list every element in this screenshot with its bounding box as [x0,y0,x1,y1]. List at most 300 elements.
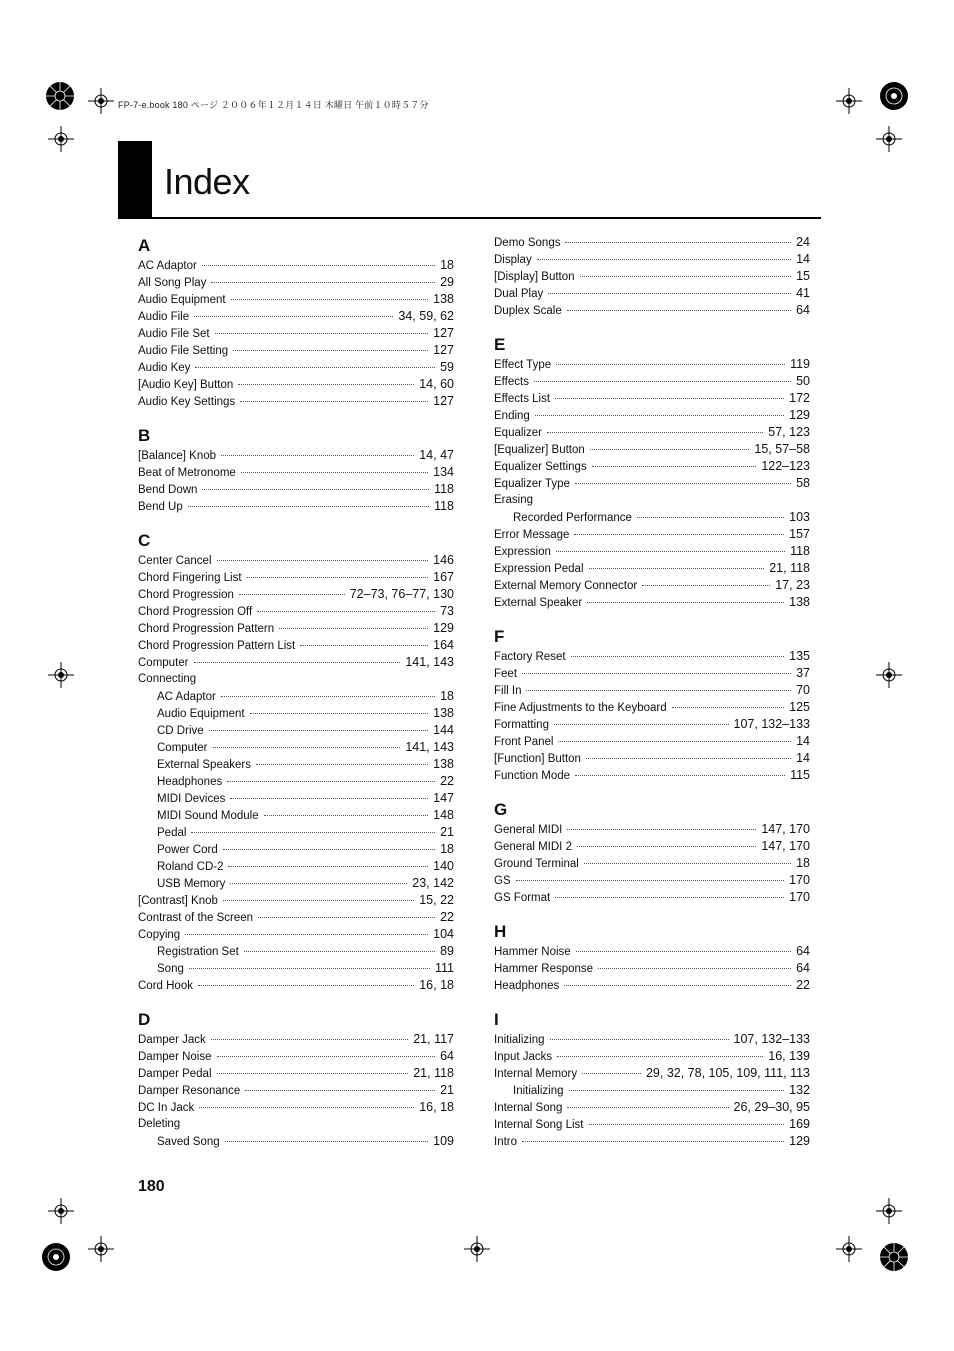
index-term: Internal Song List [494,1119,584,1131]
index-subentry [138,756,454,773]
dot-leader [258,917,435,918]
dot-leader [202,265,435,266]
title-block [118,141,152,218]
dot-leader [558,741,791,742]
index-term: All Song Play [138,277,207,289]
index-subentry [138,807,454,824]
page-title: Index [164,161,250,202]
index-subentry [138,858,454,875]
index-term: Bend Down [138,484,198,496]
index-term: Computer [157,742,208,754]
index-entry [494,699,810,716]
index-entry [138,926,454,943]
index-page-refs: 140 [433,859,454,873]
dot-leader [225,1141,428,1142]
index-term: Chord Fingering List [138,572,242,584]
index-term: [Audio Key] Button [138,379,234,391]
index-section [138,234,454,410]
page-number: 180 [138,1178,165,1195]
index-subentry [138,824,454,841]
index-page-refs: 41 [796,286,810,300]
index-term: Recorded Performance [513,512,632,524]
index-page-refs: 22 [440,774,454,788]
index-term: Center Cancel [138,555,212,567]
index-page-refs: 16, 139 [768,1049,810,1063]
index-term: External Speaker [494,597,583,609]
index-entry [494,302,810,319]
index-entry [138,1082,454,1099]
index-term: [Equalizer] Button [494,444,585,456]
index-page-refs: 21 [440,825,454,839]
index-page-refs: 118 [434,499,454,513]
title-rule [118,217,821,219]
index-term: Saved Song [157,1136,220,1148]
dot-leader [231,299,429,300]
index-term: Pedal [157,827,187,839]
index-entry [138,464,454,481]
index-entry [494,543,810,560]
index-entry [494,943,810,960]
index-entry [494,560,810,577]
index-term: Initializing [513,1085,564,1097]
index-entry [494,373,810,390]
index-term: Registration Set [157,946,239,958]
index-page-refs: 17, 23 [775,578,810,592]
dot-leader [548,293,791,294]
dot-leader [584,863,791,864]
index-term: General MIDI 2 [494,841,572,853]
index-term: Internal Song [494,1102,563,1114]
index-term: Deleting [138,1118,181,1130]
index-page-refs: 64 [796,303,810,317]
index-term: [Contrast] Knob [138,895,218,907]
dot-leader [230,883,407,884]
index-term: Internal Memory [494,1068,578,1080]
dot-leader [564,985,791,986]
index-page-refs: 129 [789,408,810,422]
index-entry [494,838,810,855]
index-page-refs: 26, 29–30, 95 [733,1100,810,1114]
dot-leader [598,968,791,969]
crosshair-mark-icon [876,1198,902,1224]
index-term: Hammer Noise [494,946,571,958]
index-entry [494,821,810,838]
index-term: Display [494,254,532,266]
dot-leader [211,282,435,283]
index-page-refs: 70 [796,683,810,697]
index-entry [138,376,454,393]
dot-leader [589,568,765,569]
dot-leader [576,951,791,952]
index-entry [138,671,454,688]
index-page-refs: 125 [789,700,810,714]
index-entry [494,234,810,251]
index-term: External Memory Connector [494,580,638,592]
index-subentry [138,875,454,892]
index-term: GS Format [494,892,551,904]
dot-leader [586,758,791,759]
index-page-refs: 64 [440,1049,454,1063]
index-section [494,1008,810,1150]
crosshair-mark-icon [464,1236,490,1262]
index-page-refs: 23, 142 [412,876,454,890]
index-entry [138,1031,454,1048]
index-term: Damper Jack [138,1034,206,1046]
dot-leader [215,333,429,334]
index-entry [494,716,810,733]
dot-leader [580,276,792,277]
dot-leader [230,798,428,799]
index-page-refs: 141, 143 [405,740,454,754]
index-term: Chord Progression Off [138,606,253,618]
index-page-refs: 147 [433,791,454,805]
index-entry [494,424,810,441]
index-subentry [138,705,454,722]
index-term: Equalizer Type [494,478,570,490]
index-entry [138,909,454,926]
index-term: Duplex Scale [494,305,562,317]
index-entry [138,447,454,464]
dot-leader [185,934,428,935]
index-page-refs: 107, 132–133 [733,1032,810,1046]
dot-leader [590,449,750,450]
index-page-refs: 146 [433,553,454,567]
dot-leader [245,1090,435,1091]
index-section [494,798,810,906]
index-entry [494,441,810,458]
dot-leader [522,1141,784,1142]
dot-leader [221,696,435,697]
dot-leader [244,951,435,952]
index-term: GS [494,875,511,887]
dot-leader [592,466,757,467]
index-entry [138,620,454,637]
index-page-refs: 129 [433,621,454,635]
dot-leader [557,1056,763,1057]
index-page-refs: 127 [433,394,454,408]
index-entry [138,552,454,569]
index-page-refs: 15 [796,269,810,283]
index-term: Initializing [494,1034,545,1046]
index-term: Formatting [494,719,549,731]
index-section [138,1008,454,1150]
index-term: Chord Progression Pattern [138,623,275,635]
index-entry [138,1048,454,1065]
index-section [138,424,454,515]
registration-mark-icon [874,76,914,116]
index-page-refs: 50 [796,374,810,388]
index-term: Dual Play [494,288,544,300]
index-page-refs: 172 [789,391,810,405]
index-page-refs: 169 [789,1117,810,1131]
index-page-refs: 64 [796,944,810,958]
index-entry [138,274,454,291]
index-term: Audio Equipment [157,708,245,720]
index-term: Fill In [494,685,522,697]
index-term: Headphones [494,980,560,992]
index-term: Chord Progression Pattern List [138,640,296,652]
index-page-refs: 59 [440,360,454,374]
dot-leader [250,713,429,714]
dot-leader [534,381,791,382]
dot-leader [199,1107,414,1108]
index-term: Input Jacks [494,1051,553,1063]
index-page-refs: 132 [789,1083,810,1097]
index-term: Audio Equipment [138,294,226,306]
index-entry [138,977,454,994]
section-letter: H [494,922,507,941]
index-entry [138,359,454,376]
index-subentry [138,739,454,756]
index-term: Chord Progression [138,589,234,601]
index-entry [494,1031,810,1048]
index-term: Equalizer [494,427,542,439]
crosshair-mark-icon [836,88,862,114]
index-term: Audio File Set [138,328,210,340]
index-entry [494,960,810,977]
index-page-refs: 16, 18 [419,978,454,992]
index-term: Copying [138,929,181,941]
registration-mark-icon [40,76,80,116]
index-page-refs: 138 [433,292,454,306]
index-entry [494,977,810,994]
index-entry [494,665,810,682]
dot-leader [537,259,791,260]
index-page-refs: 147, 170 [761,822,810,836]
index-page-refs: 148 [433,808,454,822]
dot-leader [582,1073,641,1074]
dot-leader [257,611,435,612]
index-term: [Function] Button [494,753,581,765]
dot-leader [194,316,393,317]
crosshair-mark-icon [48,1198,74,1224]
dot-leader [217,560,429,561]
index-page-refs: 138 [433,757,454,771]
index-page-refs: 109 [433,1134,454,1148]
index-page-refs: 164 [433,638,454,652]
dot-leader [571,656,785,657]
index-page-refs: 141, 143 [405,655,454,669]
index-page-refs: 72–73, 76–77, 130 [349,587,454,601]
index-entry [494,251,810,268]
section-letter: F [494,627,505,646]
index-term: Front Panel [494,736,554,748]
index-entry [494,1099,810,1116]
index-term: MIDI Devices [157,793,226,805]
index-entry [138,393,454,410]
dot-leader [526,690,791,691]
dot-leader [569,1090,785,1091]
dot-leader [194,662,401,663]
dot-leader [227,781,435,782]
index-page-refs: 37 [796,666,810,680]
index-term: Computer [138,657,189,669]
index-entry [138,257,454,274]
index-section [494,920,810,994]
index-page-refs: 118 [790,544,810,558]
index-term: Audio Key Settings [138,396,236,408]
dot-leader [233,350,428,351]
index-term: Power Cord [157,844,218,856]
index-entry [494,1048,810,1065]
index-term: Song [157,963,184,975]
index-term: Effect Type [494,359,552,371]
dot-leader [575,775,785,776]
index-page-refs: 14, 60 [419,377,454,391]
index-page-refs: 16, 18 [419,1100,454,1114]
dot-leader [279,628,428,629]
dot-leader [198,985,414,986]
index-term: MIDI Sound Module [157,810,259,822]
dot-leader [642,585,770,586]
dot-leader [554,724,729,725]
index-entry [494,458,810,475]
dot-leader [575,483,791,484]
index-page-refs: 118 [434,482,454,496]
index-page-refs: 14, 47 [419,448,454,462]
index-page-refs: 14 [796,751,810,765]
index-page-refs: 122–123 [761,459,810,473]
index-page-refs: 119 [790,357,810,371]
index-term: [Display] Button [494,271,575,283]
index-page-refs: 14 [796,252,810,266]
index-term: Effects [494,376,529,388]
index-page-refs: 21 [440,1083,454,1097]
index-term: Bend Up [138,501,183,513]
index-entry [494,1116,810,1133]
index-subentry [494,1082,810,1099]
dot-leader [555,897,784,898]
crosshair-mark-icon [836,1236,862,1262]
index-term: External Speakers [157,759,251,771]
index-term: Effects List [494,393,551,405]
index-entry [138,586,454,603]
index-page-refs: 34, 59, 62 [398,309,454,323]
index-term: Cord Hook [138,980,193,992]
dot-leader [189,968,430,969]
index-page-refs: 15, 22 [419,893,454,907]
dot-leader [556,364,785,365]
dot-leader [223,900,414,901]
index-term: Ground Terminal [494,858,579,870]
index-term: Intro [494,1136,518,1148]
index-subentry [138,943,454,960]
index-term: Beat of Metronome [138,467,236,479]
registration-mark-icon [874,1237,914,1277]
index-term: Equalizer Settings [494,461,587,473]
crosshair-mark-icon [876,126,902,152]
index-entry [138,654,454,671]
index-page-refs: 64 [796,961,810,975]
index-column-left [138,234,454,1164]
index-term: Audio Key [138,362,191,374]
dot-leader [672,707,785,708]
index-term: Hammer Response [494,963,594,975]
index-term: Erasing [494,494,533,506]
dot-leader [589,1124,785,1125]
index-entry [494,1133,810,1150]
index-term: DC In Jack [138,1102,195,1114]
index-term: Audio File Setting [138,345,229,357]
index-entry [138,1099,454,1116]
dot-leader [223,849,435,850]
dot-leader [217,1056,436,1057]
index-subentry [138,790,454,807]
dot-leader [522,673,791,674]
index-term: USB Memory [157,878,226,890]
index-section [138,529,454,994]
index-page-refs: 115 [790,768,810,782]
index-entry [138,892,454,909]
index-entry [494,594,810,611]
crosshair-mark-icon [48,126,74,152]
index-term: [Balance] Knob [138,450,217,462]
index-term: Roland CD-2 [157,861,224,873]
dot-leader [188,506,429,507]
dot-leader [213,747,401,748]
index-entry [138,1116,454,1133]
index-term: Damper Resonance [138,1085,241,1097]
dot-leader [211,1039,408,1040]
index-term: General MIDI [494,824,563,836]
index-page-refs: 135 [789,649,810,663]
dot-leader [567,310,791,311]
index-page-refs: 29 [440,275,454,289]
index-entry [494,356,810,373]
index-page-refs: 170 [789,890,810,904]
dot-leader [637,517,784,518]
dot-leader [567,1107,728,1108]
dot-leader [577,846,756,847]
crosshair-mark-icon [48,662,74,688]
index-term: Demo Songs [494,237,561,249]
index-page-refs: 107, 132–133 [733,717,810,731]
dot-leader [556,551,785,552]
index-entry [494,855,810,872]
dot-leader [191,832,435,833]
dot-leader [241,472,428,473]
dot-leader [565,242,791,243]
index-entry [494,889,810,906]
index-entry [494,1065,810,1082]
index-entry [494,648,810,665]
section-letter: D [138,1010,151,1029]
section-letter: E [494,335,506,354]
index-entry [494,390,810,407]
index-term: AC Adaptor [157,691,216,703]
index-entry [494,492,810,509]
dot-leader [228,866,428,867]
index-term: Damper Pedal [138,1068,212,1080]
index-term: Factory Reset [494,651,566,663]
index-page-refs: 21, 117 [413,1032,454,1046]
index-page-refs: 138 [433,706,454,720]
index-page-refs: 111 [434,961,454,975]
index-page-refs: 144 [433,723,454,737]
index-term: Error Message [494,529,570,541]
index-entry [494,733,810,750]
index-page-refs: 127 [433,326,454,340]
index-term: Ending [494,410,530,422]
dot-leader [264,815,429,816]
dot-leader [209,730,429,731]
section-letter: B [138,426,151,445]
index-page-refs: 129 [789,1134,810,1148]
index-term: Headphones [157,776,223,788]
dot-leader [195,367,435,368]
index-entry [494,407,810,424]
dot-leader [516,880,785,881]
